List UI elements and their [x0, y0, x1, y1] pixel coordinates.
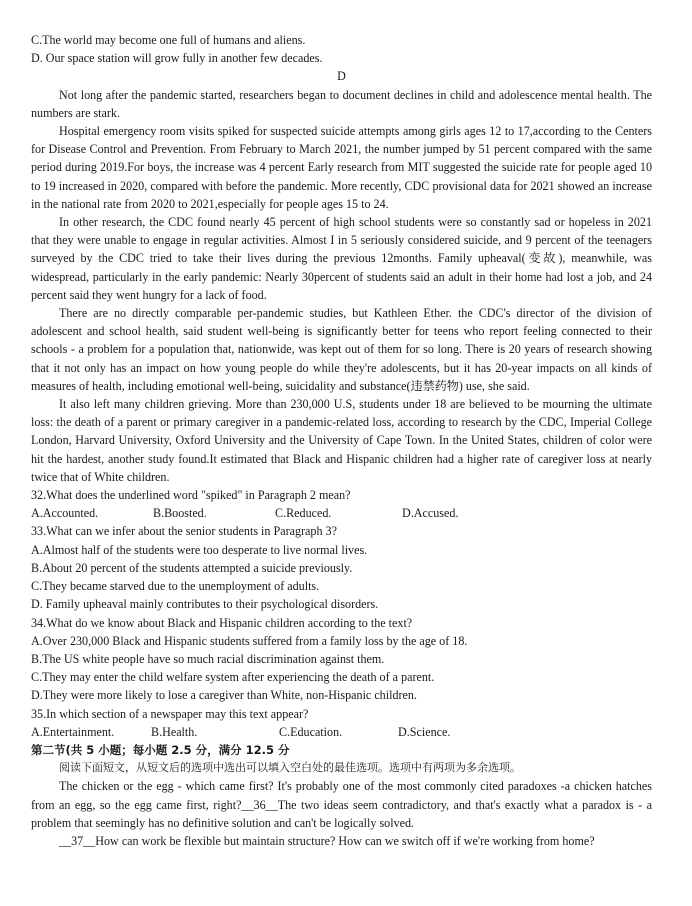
- q35-option-a: A.Entertainment.: [31, 724, 115, 739]
- q32-option-d: D.Accused.: [402, 506, 459, 521]
- section-2-paragraph-1: [31, 777, 652, 832]
- question-32-stem: 32.What does the underlined word "spiked" in Paragraph 2 mean?: [31, 488, 351, 503]
- question-35-options: [31, 723, 652, 741]
- q35-option-d: D.Science.: [398, 724, 451, 739]
- previous-option-c: C.The world may become one full of humans and aliens.: [31, 33, 306, 47]
- q35-option-b: B.Health.: [151, 724, 198, 739]
- section-2-instruction: 阅读下面短文，从短文后的选项中选出可以填入空白处的最佳选项。选项中有两项为多余选项。: [59, 761, 521, 775]
- q32-option-b: B.Boosted.: [153, 506, 207, 521]
- q35-option-c: C.Education.: [279, 724, 343, 739]
- paragraph-3: In other research, the CDC found nearly 45 percent of high school students were so constantly sad or hopeless in 2021 that they were unable to engage in regular activities. Almost I in 5 seriously considered suicide, and 9 percent of the teenagers surveyed by the CDC tried to take their lives during the previous 12months. Family upheaval(变故), meanwhile, was widespread, particularly in the early pandemic: Nearly 30percent of students said an adult in their home had lost a job, and 24 percent said they went hungry for a lack of food.: [31, 215, 652, 302]
- question-33-stem: 33.What can we infer about the senior students in Paragraph 3?: [31, 524, 337, 539]
- passage-letter: D: [337, 69, 346, 84]
- blank-37: __37__: [59, 833, 96, 848]
- q33-option-c: C.They became starved due to the unemployment of adults.: [31, 579, 320, 594]
- paragraph-5: It also left many children grieving. More than 230,000 U.S, students under 18 are believed to be mourning the ultimate loss: the death of a parent or primary caregiver in a pandemic-related loss, according to research by the CDC, Imperial College London, Harvard University, Oxford University and the University of Cape Town. In the United States, children of color were hit the hardest, another study found.It estimated that Black and Hispanic children had a higher rate of caregiver loss at nearly twice that of White children.: [31, 397, 652, 484]
- q33-option-a: A.Almost half of the students were too desperate to live normal lives.: [31, 542, 368, 557]
- q34-option-b: B.The US white people have so much racial discrimination against them.: [31, 651, 385, 666]
- q34-option-d: D.They were more likely to lose a caregiver than White, non-Hispanic children.: [31, 688, 417, 703]
- section-2-paragraph-2: [31, 832, 652, 850]
- paragraph-4: There are no directly comparable per-pandemic studies, but Kathleen Ether. the CDC's director of the division of adolescent and school health, said student well-being is significantly better for teens who report feeling connected to their schools - a problem for a population that, nationwide, was kept out of them for so long. There is 20 years of research showing that it not only has an impact on how young people do while they're adolescents, but it has 20-year impacts on all kinds of measures of health, including emotional well-being, suicidality and substance(违禁药物) use, she said.: [31, 306, 652, 393]
- section-2-paragraph-1-part-b: The two ideas seem contradictory, and that's exactly what a paradox is - a problem that seemingly has no definitive solution and can't be logically solved.: [31, 797, 652, 830]
- q33-option-b: B.About 20 percent of the students attempted a suicide previously.: [31, 560, 353, 575]
- paragraph-1: Not long after the pandemic started, researchers began to document declines in child and adolescence mental health. The numbers are stark.: [31, 87, 652, 120]
- question-35-stem: 35.In which section of a newspaper may this text appear?: [31, 706, 309, 721]
- blank-36: __36__: [241, 797, 278, 812]
- section-2-paragraph-1-part-a: The chicken or the egg - which came first? It's probably one of the most commonly cited paradoxes -a chicken hatches from an egg, so the egg came first, right?: [31, 779, 652, 812]
- paragraph-2: Hospital emergency room visits spiked for suspected suicide attempts among girls ages 12 to 17,according to the Centers for Disease Control and Prevention. From February to March 2021, the number jumped by 51 percent compared with the same period during 2019.For boys, the increase was 4 percent Early research from MIT suggested the suicide rate for people aged 10 to 19 increased in 2020, compared with before the pandemic. More recently, CDC provisional data for 2021 showed an increase in the national rate from 2020 to 2021,especially for people ages 15 to 24.: [31, 124, 652, 211]
- previous-option-d: D. Our space station will grow fully in another few decades.: [31, 51, 323, 66]
- q34-option-a: A.Over 230,000 Black and Hispanic students suffered from a family loss by the age of 18.: [31, 633, 468, 648]
- question-34-stem: 34.What do we know about Black and Hispanic children according to the text?: [31, 615, 413, 630]
- q34-option-c: C.They may enter the child welfare system after experiencing the death of a parent.: [31, 670, 435, 685]
- section-2-paragraph-2-text: How can work be flexible but maintain structure? How can we switch off if we're working from home?: [95, 833, 595, 848]
- q33-option-d: D. Family upheaval mainly contributes to their psychological disorders.: [31, 597, 379, 612]
- q32-option-a: A.Accounted.: [31, 506, 99, 521]
- section-2-heading: 第二节(共 5 小题；每小题 2.5 分，满分 12.5 分: [31, 742, 290, 757]
- question-32-options: [31, 504, 652, 522]
- q32-option-c: C.Reduced.: [275, 506, 332, 521]
